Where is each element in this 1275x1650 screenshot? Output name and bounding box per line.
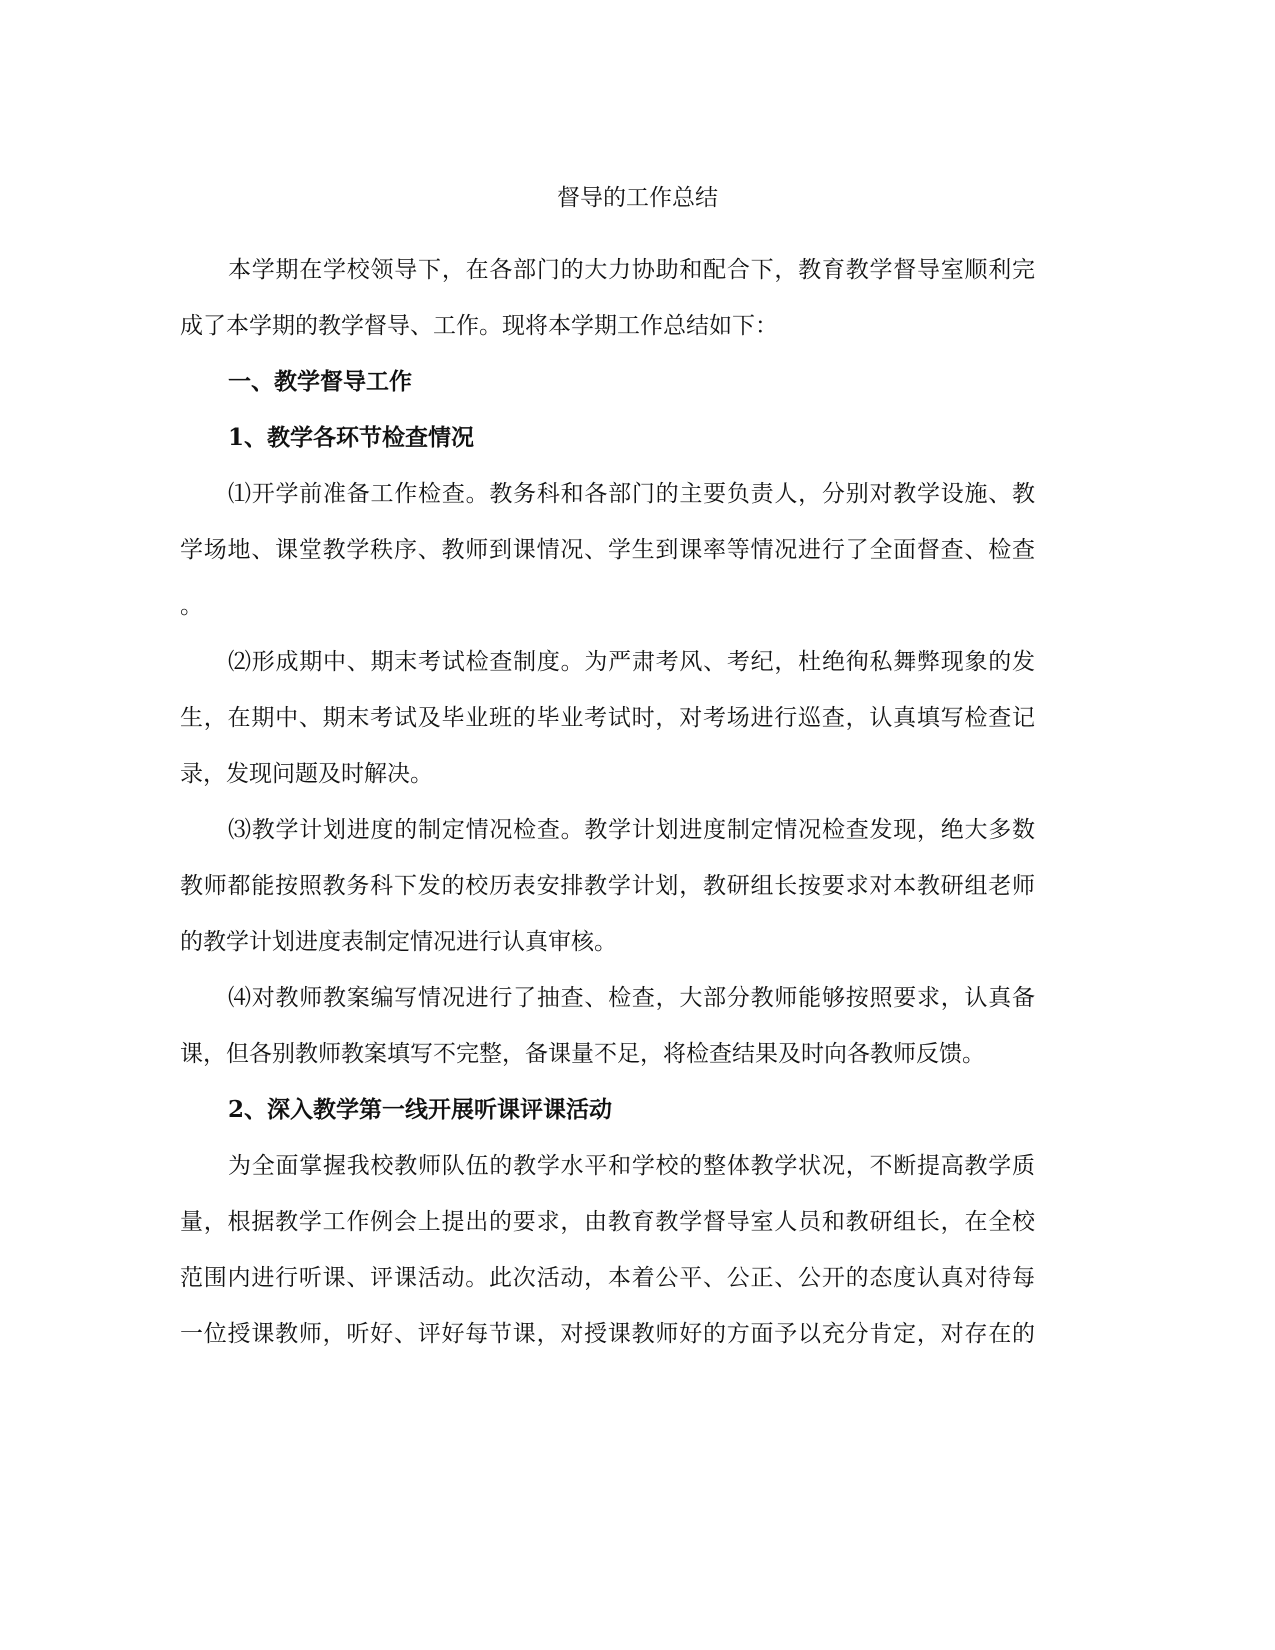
text-line: 。 (180, 593, 203, 619)
text-line: ⑴开学前准备工作检查。教务科和各部门的主要负责人，分别对教学设施、教 (228, 481, 1035, 507)
paragraph (180, 802, 1035, 970)
paragraph (180, 970, 1035, 1082)
text-line: 量，根据教学工作例会上提出的要求，由教育教学督导室人员和教研组长，在全校 (180, 1209, 1035, 1235)
section-heading (180, 1082, 1035, 1138)
paragraph (180, 466, 1035, 634)
paragraph (180, 242, 1035, 354)
paragraph (180, 1138, 1035, 1362)
text-line: 学场地、课堂教学秩序、教师到课情况、学生到课率等情况进行了全面督查、检查 (180, 537, 1035, 563)
text-line: ⑵形成期中、期末考试检查制度。为严肃考风、考纪，杜绝徇私舞弊现象的发 (228, 649, 1035, 675)
document-body (180, 242, 1035, 1362)
text-line: 本学期在学校领导下，在各部门的大力协助和配合下，教育教学督导室顺利完 (228, 257, 1035, 283)
text-line: 2、深入教学第一线开展听课评课活动 (228, 1096, 613, 1123)
text-line: 教师都能按照教务科下发的校历表安排教学计划，教研组长按要求对本教研组老师 (180, 873, 1035, 899)
text-line: 一、教学督导工作 (228, 368, 412, 395)
document-title: 督导的工作总结 (557, 185, 718, 211)
text-line: 一位授课教师，听好、评好每节课，对授课教师好的方面予以充分肯定，对存在的 (180, 1321, 1035, 1347)
text-line: 成了本学期的教学督导、工作。现将本学期工作总结如下： (180, 313, 778, 339)
section-heading (180, 410, 1035, 466)
section-heading (180, 354, 1035, 410)
text-line: ⑷对教师教案编写情况进行了抽查、检查，大部分教师能够按照要求，认真备 (228, 985, 1035, 1011)
text-line: 为全面掌握我校教师队伍的教学水平和学校的整体教学状况，不断提高教学质 (228, 1153, 1035, 1179)
text-line: ⑶教学计划进度的制定情况检查。教学计划进度制定情况检查发现，绝大多数 (228, 817, 1035, 843)
text-line: 1、教学各环节检查情况 (228, 424, 475, 451)
paragraph (180, 634, 1035, 802)
text-line: 录，发现问题及时解决。 (180, 761, 433, 787)
text-line: 范围内进行听课、评课活动。此次活动，本着公平、公正、公开的态度认真对待每 (180, 1265, 1035, 1291)
text-line: 课，但各别教师教案填写不完整，备课量不足，将检查结果及时向各教师反馈。 (180, 1041, 985, 1067)
text-line: 的教学计划进度表制定情况进行认真审核。 (180, 929, 617, 955)
text-line: 生，在期中、期末考试及毕业班的毕业考试时，对考场进行巡查，认真填写检查记 (180, 705, 1035, 731)
